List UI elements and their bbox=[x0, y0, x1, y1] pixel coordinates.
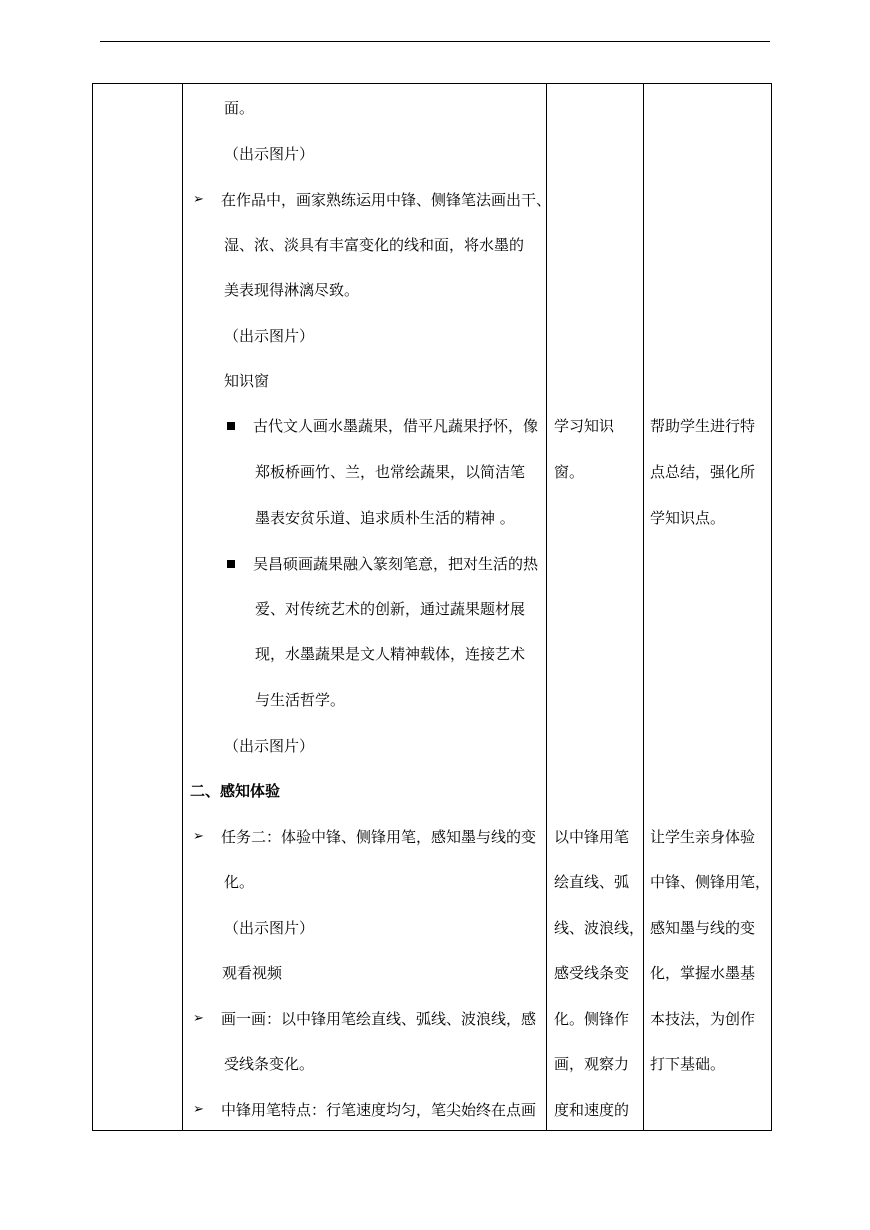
content-line: 化。 bbox=[224, 873, 255, 891]
content-line: 爱、对传统艺术的创新，通过蔬果题材展 bbox=[255, 600, 526, 618]
content-line: 中锋用笔特点：行笔速度均匀，笔尖始终在点画 bbox=[221, 1101, 537, 1119]
student-activity-line: 以中锋用笔 bbox=[554, 828, 630, 846]
purpose-line: 中锋、侧锋用笔， bbox=[650, 873, 771, 891]
content-line: 美表现得淋漓尽致。 bbox=[224, 281, 360, 299]
content-line: 面。 bbox=[224, 99, 255, 117]
student-activity-line: 化。侧锋作 bbox=[554, 1010, 630, 1028]
purpose-line: 本技法，为创作 bbox=[650, 1010, 756, 1028]
content-line: 观看视频 bbox=[222, 964, 283, 982]
student-activity-line: 窗。 bbox=[554, 463, 585, 481]
square-bullet-icon bbox=[227, 422, 235, 430]
student-activity-line: 学习知识 bbox=[554, 417, 615, 435]
purpose-line: 学知识点。 bbox=[650, 509, 726, 527]
section-heading: 二、感知体验 bbox=[190, 782, 281, 800]
content-line: 与生活哲学。 bbox=[255, 691, 346, 709]
content-line: 吴昌硕画蔬果融入篆刻笔意，把对生活的热 bbox=[253, 555, 539, 573]
content-line: （出示图片） bbox=[224, 919, 315, 937]
arrow-bullet-icon: ➢ bbox=[193, 192, 204, 207]
purpose-line: 感知墨与线的变 bbox=[650, 919, 756, 937]
column-divider-2 bbox=[546, 84, 547, 1130]
content-line: 画一画：以中锋用笔绘直线、弧线、波浪线，感 bbox=[221, 1010, 537, 1028]
content-line: （出示图片） bbox=[224, 737, 315, 755]
content-line: 湿、浓、淡具有丰富变化的线和面，将水墨的 bbox=[224, 236, 525, 254]
purpose-line: 让学生亲身体验 bbox=[650, 828, 756, 846]
student-activity-line: 度和速度的 bbox=[554, 1101, 630, 1119]
content-line: 古代文人画水墨蔬果，借平凡蔬果抒怀，像 bbox=[253, 417, 539, 435]
square-bullet-icon bbox=[227, 560, 235, 568]
content-line: （出示图片） bbox=[224, 145, 315, 163]
student-activity-line: 线、波浪线， bbox=[554, 919, 645, 937]
content-line: 受线条变化。 bbox=[224, 1055, 315, 1073]
content-line: 知识窗 bbox=[224, 372, 270, 390]
column-divider-3 bbox=[643, 84, 644, 1130]
content-line: 任务二：体验中锋、侧锋用笔，感知墨与线的变 bbox=[221, 828, 537, 846]
content-line: 现，水墨蔬果是文人精神载体，连接艺术 bbox=[255, 645, 526, 663]
student-activity-line: 画，观察力 bbox=[554, 1055, 630, 1073]
student-activity-line: 感受线条变 bbox=[554, 964, 630, 982]
purpose-line: 打下基础。 bbox=[650, 1055, 726, 1073]
column-divider-1 bbox=[182, 84, 183, 1130]
arrow-bullet-icon: ➢ bbox=[193, 829, 204, 844]
arrow-bullet-icon: ➢ bbox=[193, 1102, 204, 1117]
header-rule bbox=[100, 41, 770, 42]
purpose-line: 帮助学生进行特 bbox=[650, 417, 756, 435]
purpose-line: 化，掌握水墨基 bbox=[650, 964, 756, 982]
student-activity-line: 绘直线、弧 bbox=[554, 873, 630, 891]
arrow-bullet-icon: ➢ bbox=[193, 1011, 204, 1026]
content-line: 墨表安贫乐道、追求质朴生活的精神 。 bbox=[255, 509, 515, 527]
content-line: 郑板桥画竹、兰，也常绘蔬果，以简洁笔 bbox=[255, 463, 526, 481]
content-line: （出示图片） bbox=[224, 327, 315, 345]
content-line: 在作品中，画家熟练运用中锋、侧锋笔法画出干、 bbox=[221, 191, 552, 209]
purpose-line: 点总结，强化所 bbox=[650, 463, 756, 481]
